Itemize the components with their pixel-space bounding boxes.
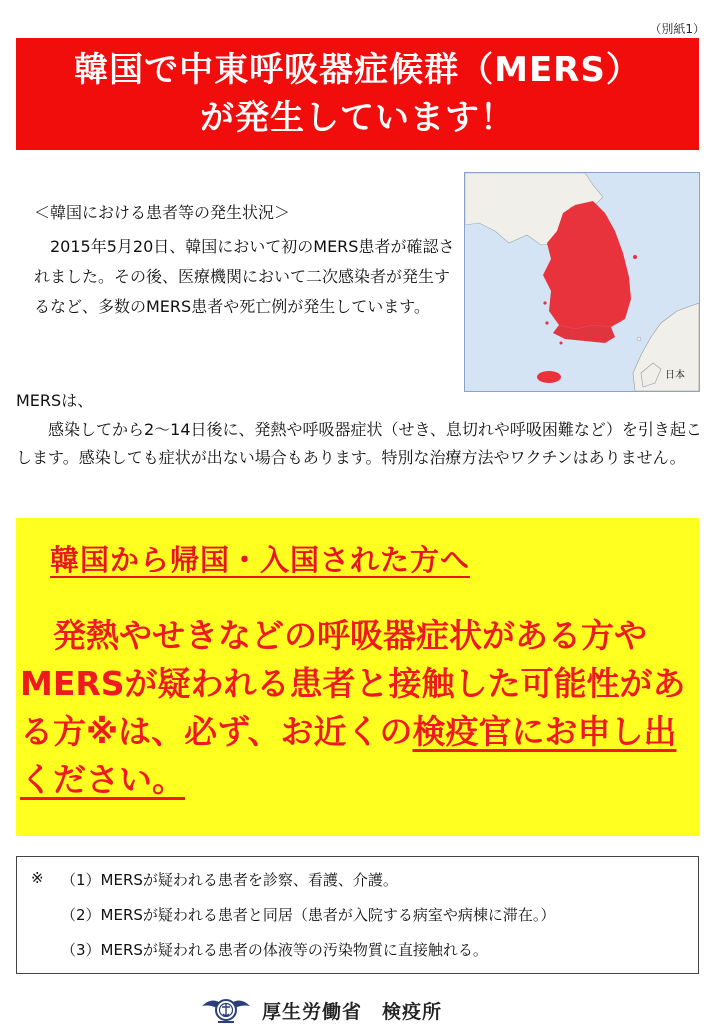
note-item-3: （3）MERSが疑われる患者の体液等の汚染物質に直接触れる。 — [61, 941, 488, 959]
callout-message-underlined: 検疫官にお申し出ください。 — [20, 712, 677, 799]
callout-message — [20, 612, 696, 804]
mers-description — [16, 416, 706, 472]
status-section-body — [34, 232, 458, 322]
quarantine-emblem-icon — [200, 992, 252, 1028]
korea-map-graphic — [465, 173, 699, 391]
banner-title-line1: 韓国で中東呼吸器症候群（MERS） — [74, 50, 641, 90]
korea-map — [464, 172, 700, 392]
callout-message-text: 発熱やせきなどの呼吸器症状がある方やMERSが疑われる患者と接触した可能性がある方※は、必ず、お近くの — [20, 616, 686, 751]
notes-box — [16, 856, 699, 974]
status-section-title: ＜韓国における患者等の発生状況＞ — [34, 203, 291, 222]
note-marker: ※ — [31, 869, 44, 887]
note-item-1: （1）MERSが疑われる患者を診察、看護、介護。 — [61, 871, 398, 889]
mers-description-text: 感染してから2～14日後に、発熱や呼吸器症状（せき、息切れや呼吸困難など）を引き起こします。感染しても症状が出ない場合もあります。特別な治療方法やワクチンはありません。 — [16, 420, 702, 467]
banner-title-line2: が発生しています！ — [200, 98, 515, 138]
callout-heading: 韓国から帰国・入国された方へ — [50, 543, 471, 577]
title-banner — [16, 38, 699, 150]
footer-organization: 厚生労働省 検疫所 — [262, 1000, 443, 1023]
callout-box — [16, 518, 699, 836]
map-label-japan: 日本 — [665, 370, 685, 381]
note-item-2: （2）MERSが疑われる患者と同居（患者が入院する病室や病棟に滞在。） — [61, 906, 556, 924]
attachment-label: （別紙1） — [649, 22, 705, 36]
mers-intro: MERSは、 — [16, 391, 94, 410]
status-paragraph: 2015年5月20日、韓国において初のMERS患者が確認されました。その後、医療機関において二次感染者が発生するなど、多数のMERS患者や死亡例が発生しています。 — [34, 237, 455, 316]
footer — [200, 990, 442, 1030]
